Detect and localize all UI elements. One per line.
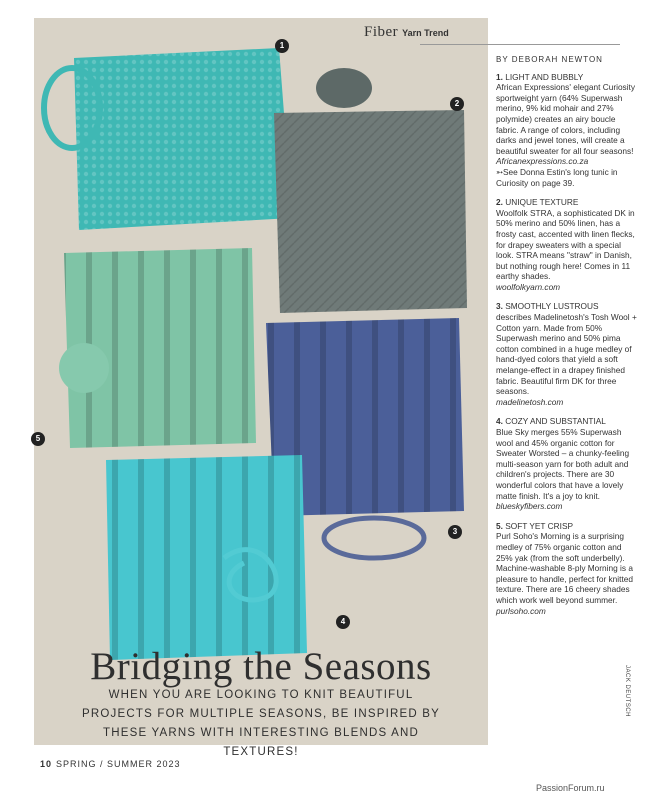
entry-body: describes Madelinetosh's Tosh Wool + Cotton yarn. Made from 50% Superwash merino and 50% pima cotton combined in a huge medley of hand-dyed colors that yield a soft melange-effect in a drapey finished fabric. Beautiful firm DK for three seasons. <box>496 312 637 397</box>
swatch-1 <box>44 48 292 230</box>
entry-number: 3. <box>496 301 503 312</box>
issue-label: SPRING / SUMMER 2023 <box>56 759 181 769</box>
marker-4: 4 <box>336 615 350 629</box>
entry-body: Blue Sky merges 55% Superwash wool and 45% organic cotton for Sweater Worsted – a chunky-feeling multi-season yarn for both adult and children's projects. There are 30 wonderful colors that have a lovely matte finish. It's a joy to knit. <box>496 427 630 501</box>
page-number: 10 <box>40 759 53 769</box>
entry-body: African Expressions' elegant Curiosity sportweight yarn (64% Superwash merino, 9% kid mohair and 27% polymide) creates an airy boucle fabric. A range of colors, including darks and jewel tones, will create a beautiful sweater for all four seasons! <box>496 82 636 156</box>
entry-2 <box>496 197 638 292</box>
marker-3: 3 <box>448 525 462 539</box>
byline: BY DEBORAH NEWTON <box>496 55 603 64</box>
entry-url[interactable]: woolfolkyarn.com <box>496 281 561 292</box>
entry-4 <box>496 416 638 511</box>
marker-1: 1 <box>275 39 289 53</box>
subsection-label: Yarn Trend <box>402 28 449 38</box>
entry-number: 5. <box>496 520 503 531</box>
entry-url[interactable]: madelinetosh.com <box>496 396 564 407</box>
entry-1 <box>496 72 638 189</box>
entry-3 <box>496 301 638 407</box>
entry-heading: LIGHT AND BUBBLY <box>505 71 584 82</box>
swatch-4 <box>106 455 307 660</box>
entry-number: 4. <box>496 416 503 427</box>
photo-credit: JACK DEUTSCH <box>624 665 630 718</box>
entry-body: Purl Soho's Morning is a surprising medley of 75% organic cotton and 25% yak (from the soft underbelly). Machine-washable 8-ply Morning is a pleasure to handle, perfect for knitted texture. There are 16 cheery shades which work well beyond summer. <box>496 531 633 605</box>
article-title: Bridging the Seasons <box>90 645 432 688</box>
entry-heading: UNIQUE TEXTURE <box>505 197 579 208</box>
entry-number: 2. <box>496 197 503 208</box>
entry-number: 1. <box>496 71 503 82</box>
entry-body: Woolfolk STRA, a sophisticated DK in 50% merino and 50% linen, has a frosty cast, accented with linen flecks, for drapey sweaters with a special look. STRA means "straw" in Danish, but nothing rough here! Comes in 11 earthy shades. <box>496 207 635 282</box>
section-label: Fiber <box>364 24 399 40</box>
entry-heading: SMOOTHLY LUSTROUS <box>505 301 599 312</box>
section-header <box>364 24 449 41</box>
yarn-photo <box>34 18 488 758</box>
article-subtitle: WHEN YOU ARE LOOKING TO KNIT BEAUTIFUL PROJECTS FOR MULTIPLE SEASONS, BE INSPIRED BY THESE YARNS WITH INTERESTING BLENDS AND TEXTURES! <box>82 689 440 758</box>
entry-url[interactable]: Africanexpressions.co.za <box>496 156 589 167</box>
marker-2: 2 <box>450 97 464 111</box>
swatch-5 <box>59 248 256 448</box>
watermark: PassionForum.ru <box>536 783 605 793</box>
marker-5: 5 <box>31 432 45 446</box>
entry-heading: SOFT YET CRISP <box>505 520 574 531</box>
header-rule <box>420 44 620 45</box>
page-footer <box>40 759 181 769</box>
text-column <box>496 55 638 625</box>
entry-heading: COZY AND SUBSTANTIAL <box>505 416 606 427</box>
entry-url[interactable]: purlsoho.com <box>496 605 546 616</box>
entry-5 <box>496 521 638 616</box>
entry-url[interactable]: blueskyfibers.com <box>496 501 563 512</box>
entry-extra: ➳See Donna Estin's long tunic in Curiosity on page 39. <box>496 166 618 188</box>
